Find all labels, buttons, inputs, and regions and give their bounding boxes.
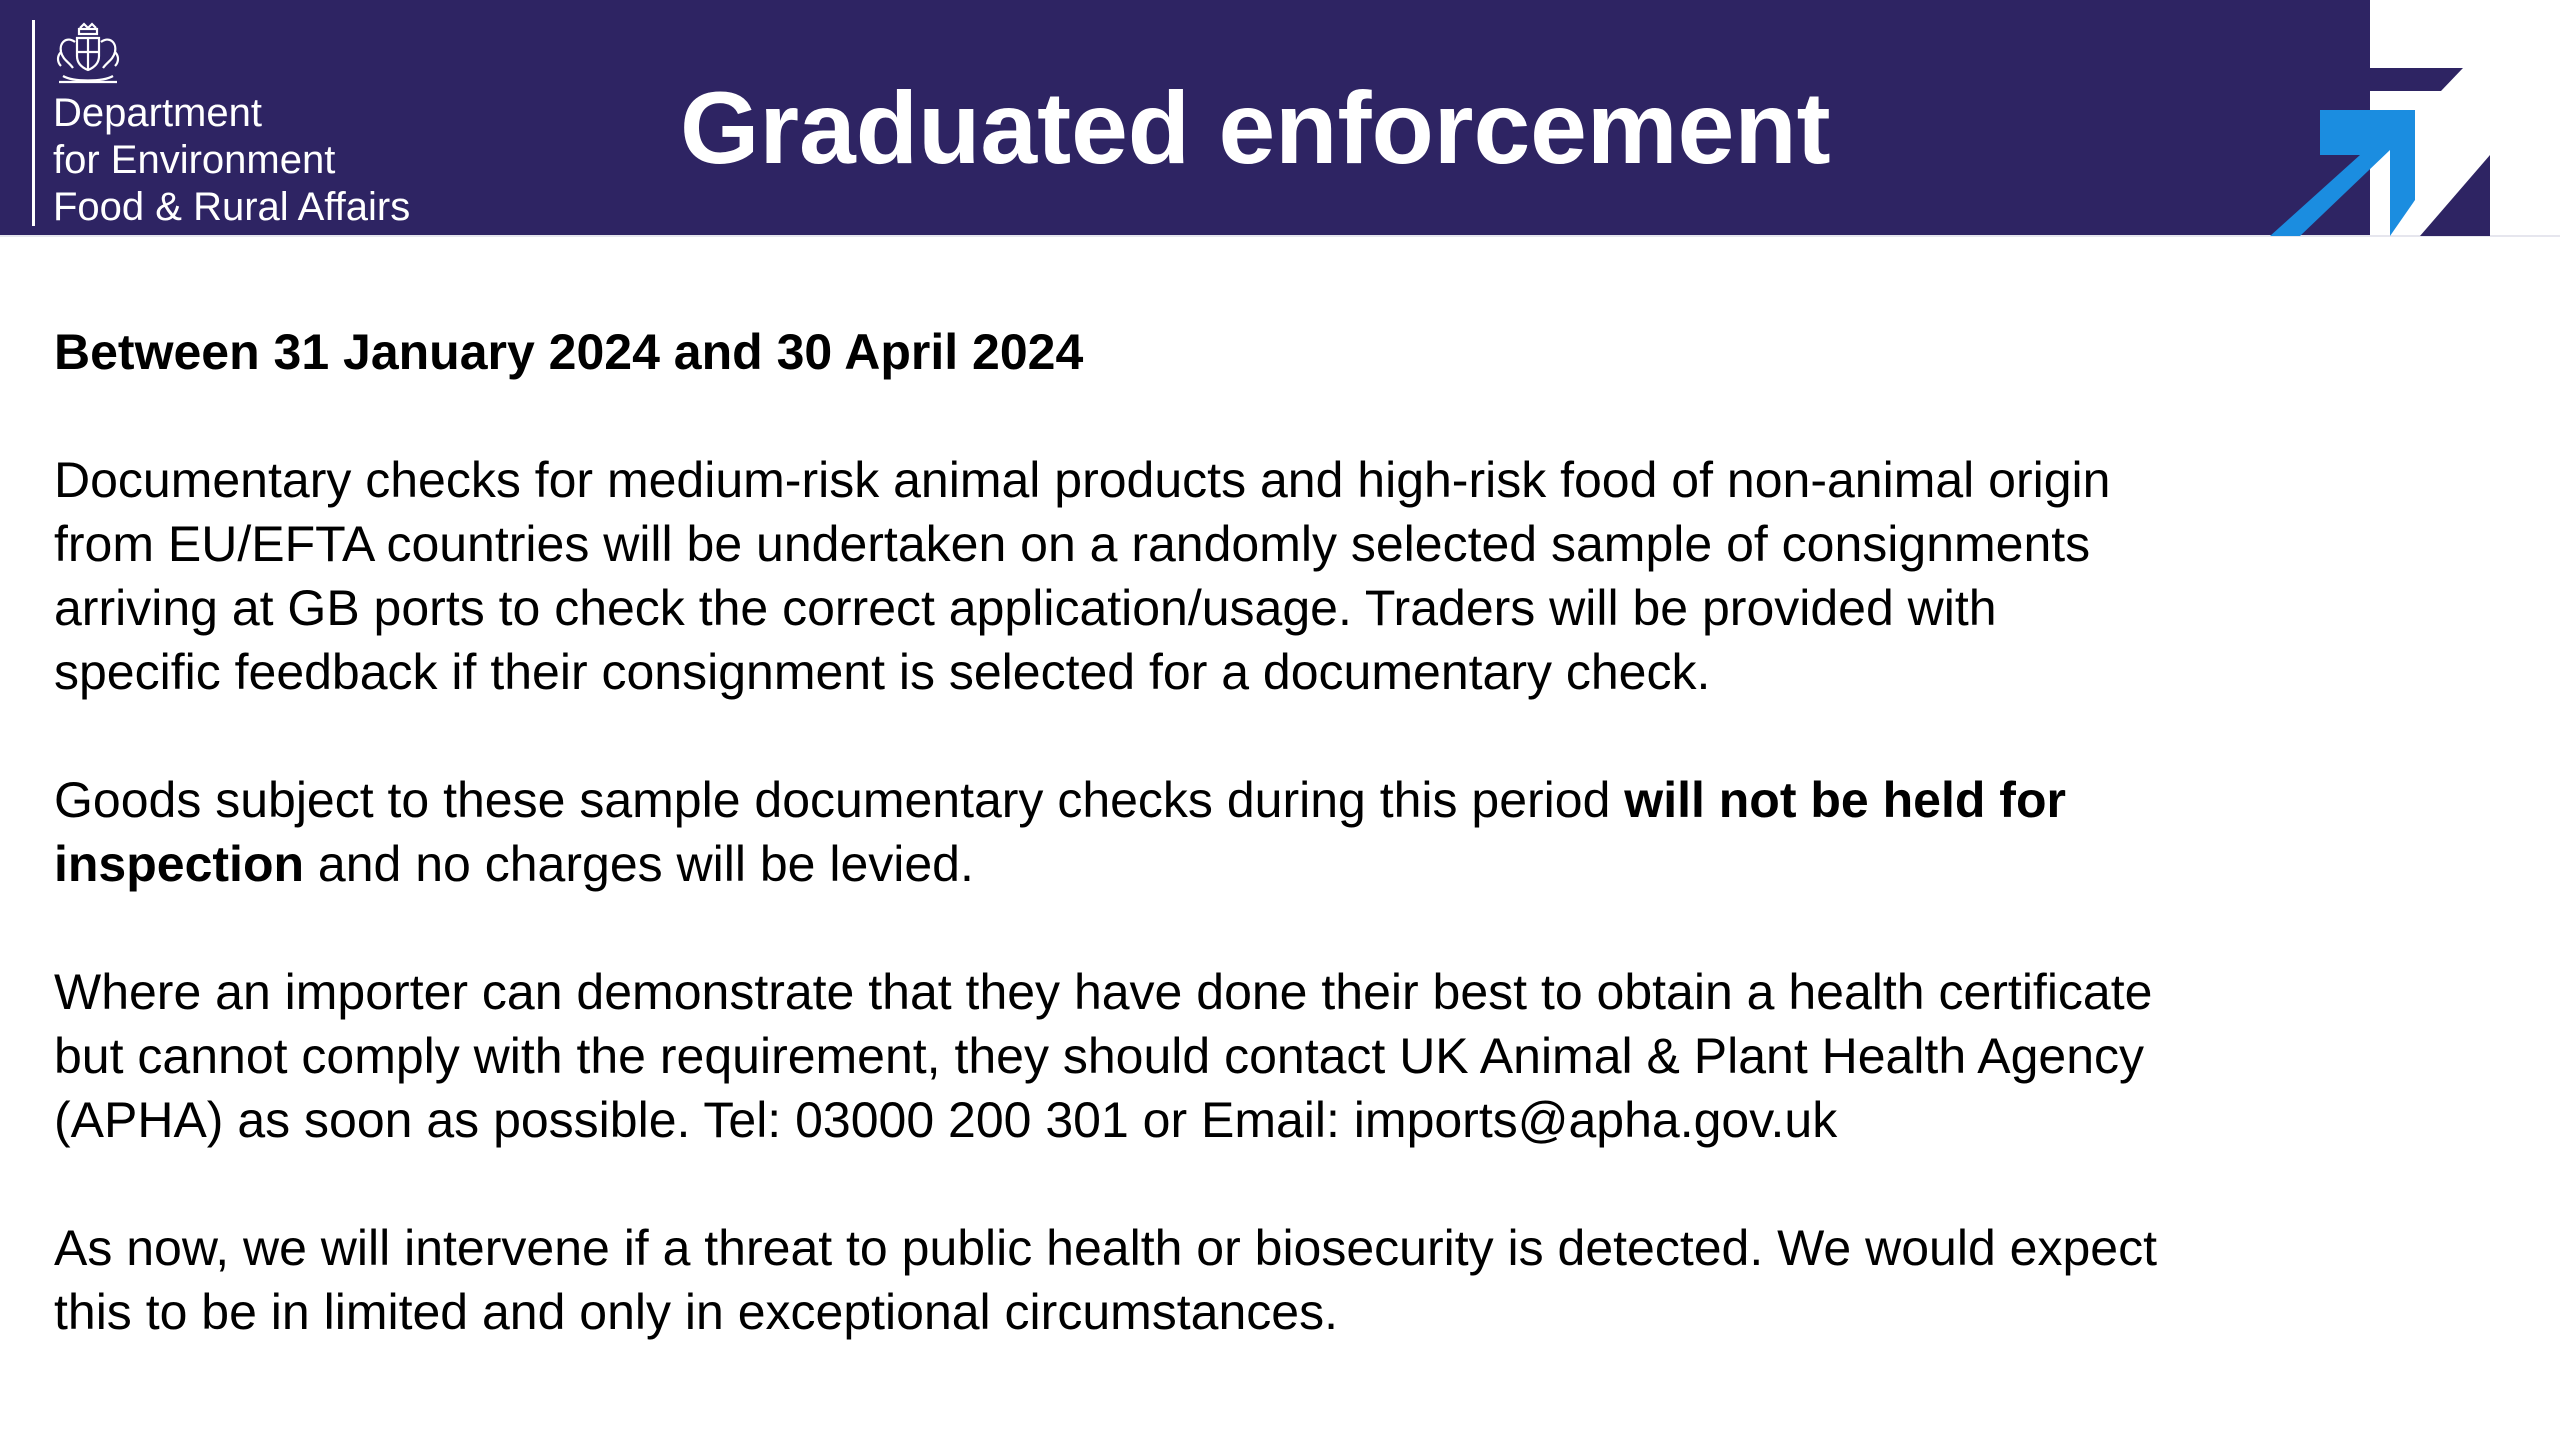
emphasis-text: will not be held for [1624,772,2066,828]
header-divider [0,235,2560,237]
paragraph-line: this to be in limited and only in exceptional circumstances. [54,1284,1338,1340]
arrow-logo-icon [2270,60,2500,236]
department-line-1: Department [53,91,262,135]
defra-logo [32,20,455,229]
paragraph-line: but cannot comply with the requirement, they should contact UK Animal & Plant Health Agency [54,1028,2145,1084]
documentary-checks-paragraph [54,448,2354,704]
paragraph-text: Goods subject to these sample documentary checks during this period [54,772,1625,828]
paragraph-line: (APHA) as soon as possible. Tel: 03000 200 301 or Email: imports@apha.gov.uk [54,1092,1838,1148]
department-line-2: for Environment [53,138,336,182]
date-range-heading: Between 31 January 2024 and 30 April 2024 [54,324,1084,380]
royal-coat-of-arms-icon [53,22,123,88]
paragraph-line: specific feedback if their consignment is selected for a documentary check. [54,644,1711,700]
paragraph-line: from EU/EFTA countries will be undertaken on a randomly selected sample of consignments [54,516,2091,572]
apha-contact-paragraph [54,960,2354,1152]
paragraph-line: As now, we will intervene if a threat to public health or biosecurity is detected. We would expect [54,1220,2157,1276]
emphasis-text: inspection [54,836,305,892]
paragraph-line: Where an importer can demonstrate that they have done their best to obtain a health certificate [54,964,2153,1020]
paragraph-line [54,768,2354,832]
goods-held-paragraph [54,768,2354,896]
intervention-paragraph [54,1216,2354,1344]
paragraph-line: arriving at GB ports to check the correct application/usage. Traders will be provided with [54,580,1997,636]
department-line-3: Food & Rural Affairs [53,185,411,229]
page-title: Graduated enforcement [680,71,1831,185]
paragraph-line: Documentary checks for medium-risk animal products and high-risk food of non-animal origin [54,452,2111,508]
department-name [53,90,410,231]
slide-body [54,320,2354,1408]
paragraph-line [54,832,2354,896]
paragraph-text: and no charges will be levied. [304,836,974,892]
